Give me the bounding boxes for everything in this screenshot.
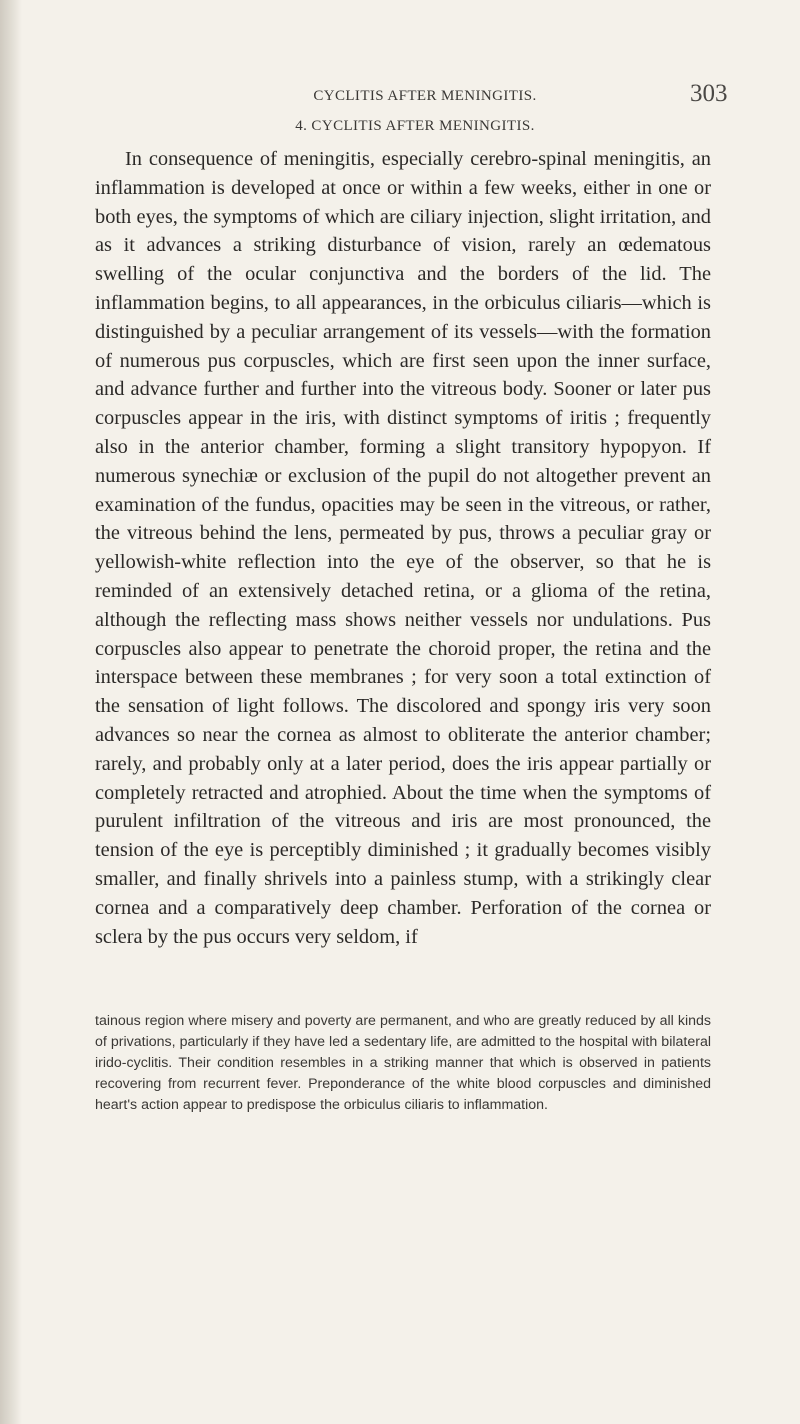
body-paragraph: In consequence of meningitis, especially cerebro-spinal meningitis, an inflammation is developed at once or within a few weeks, either in one or both eyes, the symptoms of which are ciliary injection, slight irritation, and as it advances a striking disturbance of vision, rarely an œdematous swelling of the ocular conjunctiva and the borders of the lid. The inflammation begins, to all appearances, in the orbiculus ciliaris—which is distinguished by a peculiar arrangement of its vessels—with the formation of numerous pus corpuscles, which are first seen upon the inner surface, and advance further and further into the vitreous body. Sooner or later pus corpuscles appear in the iris, with distinct symptoms of iritis ; frequently also in the anterior chamber, forming a slight transitory hypopyon. If numerous synechiæ or exclusion of the pupil do not altogether prevent an examination of the fundus, opacities may be seen in the vitreous, or rather, the vitreous behind the lens, permeated by pus, throws a peculiar gray or yellowish-white reflection into the eye of the observer, so that he is reminded of an extensively detached retina, or a glioma of the retina, although the reflecting mass shows neither vessels nor undulations. Pus corpuscles also appear to penetrate the choroid proper, the retina and the interspace between these membranes ; for very soon a total extinction of the sensation of light follows. The discolored and spongy iris very soon advances so near the cornea as almost to obliterate the anterior chamber; rarely, and probably only at a later period, does the iris appear partially or completely retracted and atrophied. About the time when the symptoms of purulent infiltration of the vitreous and iris are most pronounced, the tension of the eye is perceptibly diminished ; it gradually becomes visibly smaller, and finally shrivels into a painless stump, with a strikingly clear cornea and a comparatively deep chamber. Perforation of the cornea or sclera by the pus occurs very seldom, if — [95, 148, 711, 948]
footnote: tainous region where misery and poverty are permanent, and who are greatly reduced by all kinds of privations, particularly if they have led a sedentary life, are admitted to the hospital with bilateral irido-cyclitis. Their condition resembles in a striking manner that which is observed in patients recovering from recurrent fever. Preponderance of the white blood corpuscles and diminished heart's action appear to predispose the orbiculus ciliaris to inflammation. — [95, 1013, 711, 1113]
running-head: CYCLITIS AFTER MENINGITIS. — [313, 88, 537, 104]
section-heading: 4. CYCLITIS AFTER MENINGITIS. — [295, 118, 535, 134]
page-number: 303 — [690, 80, 728, 107]
